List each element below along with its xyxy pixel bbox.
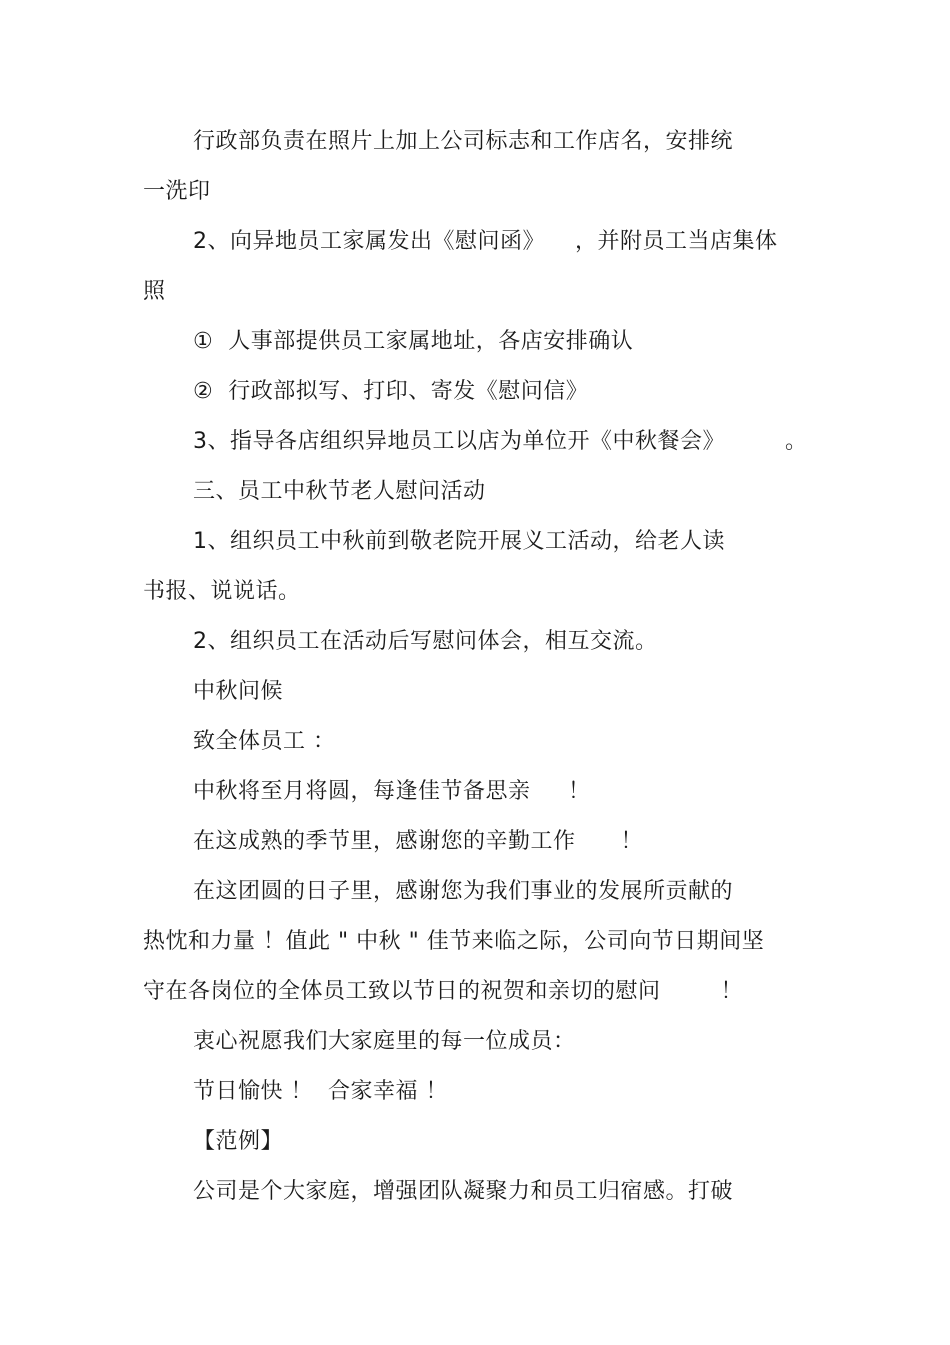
text-line: 在这成熟的季节里，感谢您的辛勤工作 ！: [193, 829, 643, 854]
text-line: 2、向异地员工家属发出《慰问函》 ，并附员工当店集体: [193, 229, 778, 254]
text-line: 公司是个大家庭，增强团队凝聚力和员工归宿感。打破: [193, 1179, 734, 1204]
text-line: 2、组织员工在活动后写慰问体会，相互交流。: [193, 629, 658, 654]
text-line: ① 人事部提供员工家属地址，各店安排确认: [193, 329, 634, 354]
letter-salutation: 致全体员工 ：: [193, 729, 336, 754]
text-line: ② 行政部拟写、打印、寄发《慰问信》: [193, 379, 589, 404]
text-line: 热忱和力量 ！值此 " 中秋 " 佳节来临之际，公司向节日期间坚: [143, 929, 765, 954]
example-heading: 【范例】: [193, 1129, 284, 1154]
text-line: 节日愉快 ！ 合家幸福 ！: [193, 1079, 448, 1104]
text-line: 衷心祝愿我们大家庭里的每一位成员：: [193, 1029, 576, 1054]
text-line: 1、组织员工中秋前到敬老院开展义工活动，给老人读: [193, 529, 725, 554]
text-line: 3、指导各店组织异地员工以店为单位开《中秋餐会》 。: [193, 429, 808, 454]
text-line: 守在各岗位的全体员工致以节日的祝贺和亲切的慰问 ！: [143, 979, 743, 1004]
text-line: 一洗印: [143, 179, 211, 204]
text-line: 照: [143, 279, 166, 304]
letter-title: 中秋问候: [193, 679, 284, 704]
text-line: 书报、说说话。: [143, 579, 301, 604]
text-line: 行政部负责在照片上加上公司标志和工作店名，安排统: [193, 129, 734, 154]
section-heading: 三、员工中秋节老人慰问活动: [193, 479, 486, 504]
text-line: 在这团圆的日子里，感谢您为我们事业的发展所贡献的: [193, 879, 734, 904]
text-line: 中秋将至月将圆，每逢佳节备思亲 ！: [193, 779, 591, 804]
